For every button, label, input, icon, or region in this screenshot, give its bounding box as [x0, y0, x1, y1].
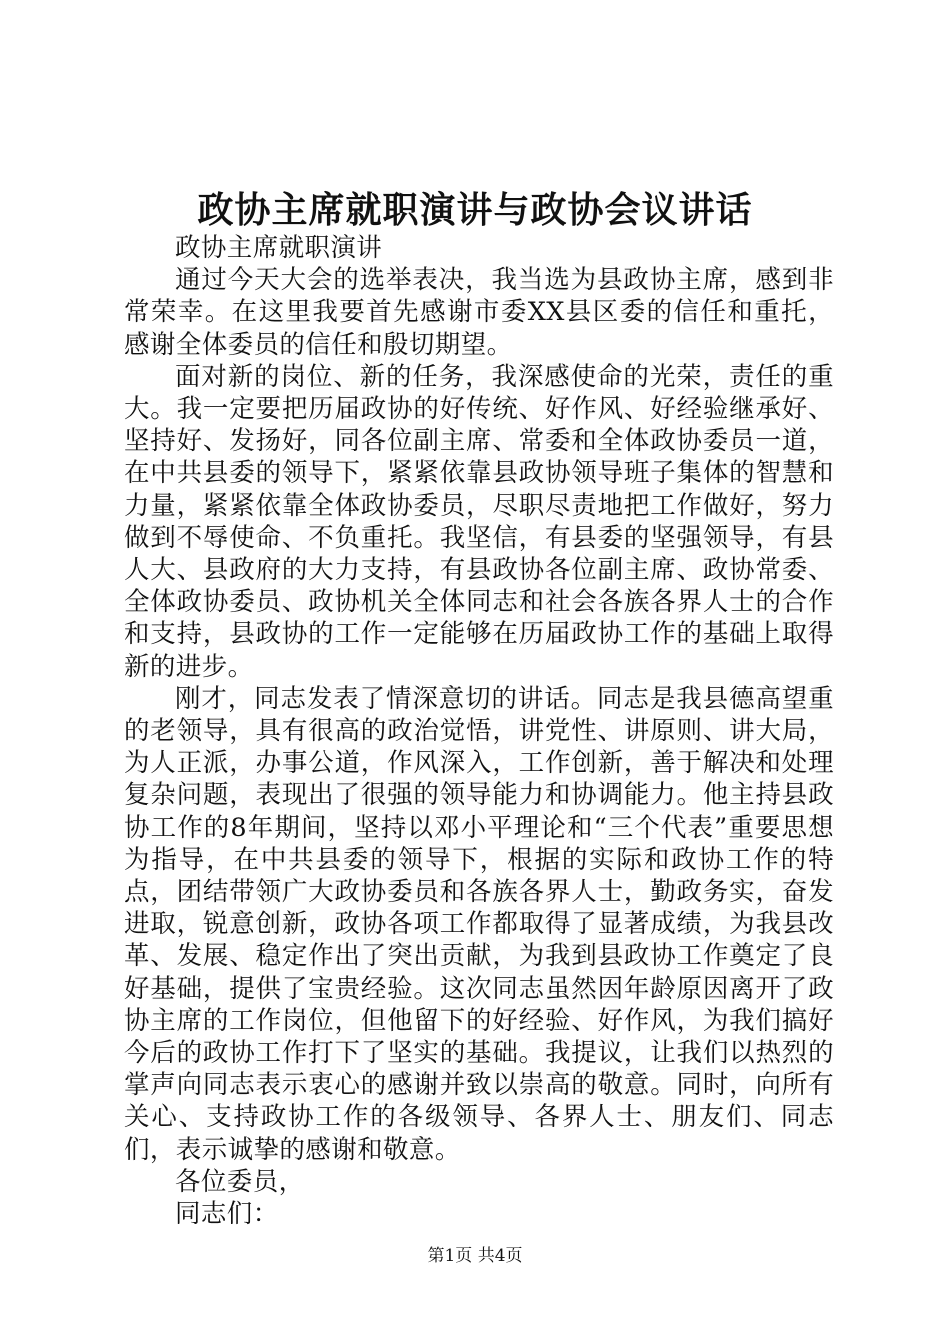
paragraph: 面对新的岗位、新的任务，我深感使命的光荣，责任的重大。我一定要把历届政协的好传统、好作风、好经验继承好、坚持好、发扬好，同各位副主席、常委和全体政协委员一道，在中共县委的领导下，紧紧依靠县政协领导班子集体的智慧和力量，紧紧依靠全体政协委员，尽职尽责地把工作做好，努力做到不辱使命、不负重托。我坚信，有县委的坚强领导，有县人大、县政府的大力支持，有县政协各位副主席、政协常委、全体政协委员、政协机关全体同志和社会各族各界人士的合作和支持，县政协的工作一定能够在历届政协工作的基础上取得新的进步。: [124, 361, 834, 682]
salutation: 各位委员，: [175, 1166, 305, 1197]
salutation: 同志们：: [175, 1199, 279, 1230]
paragraph: 刚才，同志发表了情深意切的讲话。同志是我县德高望重的老领导，具有很高的政治觉悟，讲党性、讲原则、讲大局，为人正派，办事公道，作风深入，工作创新，善于解决和处理复杂问题，表现出了很强的领导能力和协调能力。他主持县政协工作的8年期间，坚持以邓小平理论和“三个代表”重要思想为指导，在中共县委的领导下，根据的实际和政协工作的特点，团结带领广大政协委员和各族各界人士，勤政务实，奋发进取，锐意创新，政协各项工作都取得了显著成绩，为我县改革、发展、稳定作出了突出贡献，为我到县政协工作奠定了良好基础，提供了宝贵经验。这次同志虽然因年龄原因离开了政协主席的工作岗位，但他留下的好经验、好作风，为我们搞好今后的政协工作打下了坚实的基础。我提议，让我们以热烈的掌声向同志表示衷心的感谢并致以崇高的敬意。同时，向所有关心、支持政协工作的各级领导、各界人士、朋友们、同志们，表示诚挚的感谢和敬意。: [124, 683, 834, 1165]
document-body: [124, 232, 834, 1230]
paragraph: 通过今天大会的选举表决，我当选为县政协主席，感到非常荣幸。在这里我要首先感谢市委XX县区委的信任和重托，感谢全体委员的信任和殷切期望。: [124, 265, 834, 360]
page-footer: 第1页 共4页: [427, 1246, 523, 1266]
section-heading: 政协主席就职演讲: [175, 233, 383, 263]
document-title: 政协主席就职演讲与政协会议讲话: [197, 189, 753, 231]
